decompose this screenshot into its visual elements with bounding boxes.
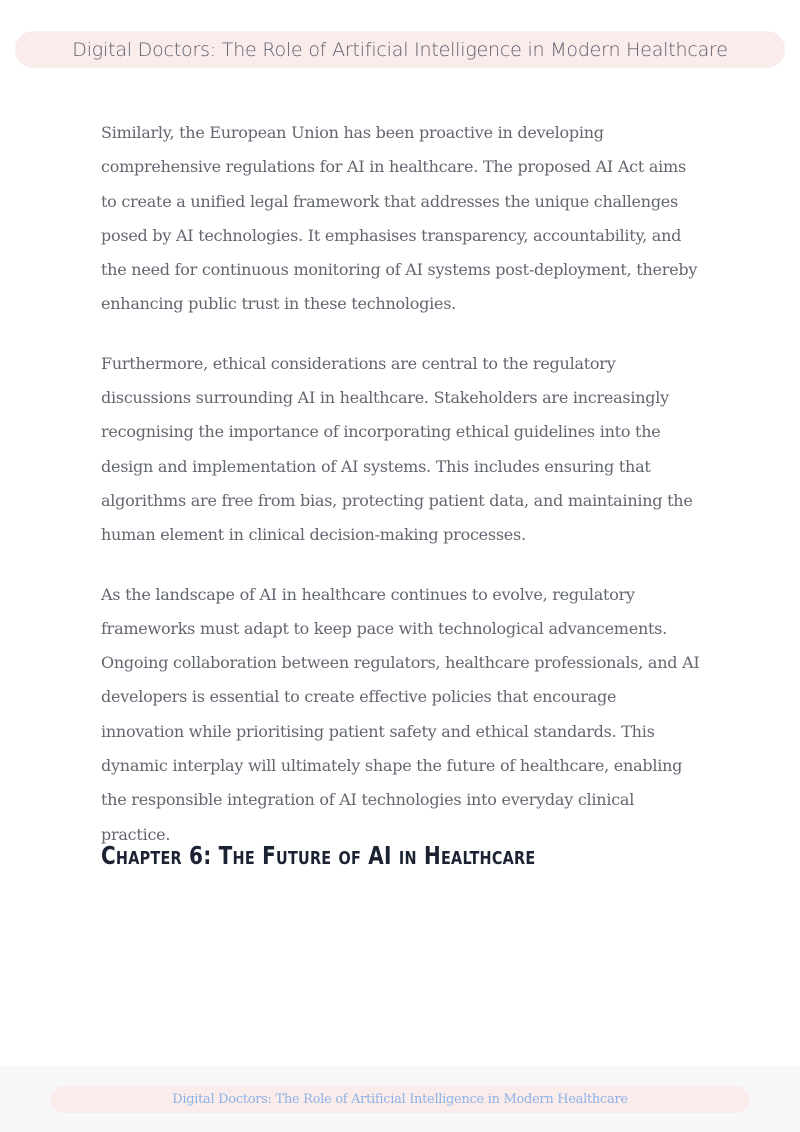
running-header: [15, 31, 785, 68]
page-footer: [0, 1066, 800, 1132]
body-paragraph: As the landscape of AI in healthcare continues to evolve, regulatory frameworks must adapt to keep pace with technological advancements. Ongoing collaboration between regulators, healthcare professionals, and AI developers is essential to create effective policies that encourage innovation while prioritising patient safety and ethical standards. This dynamic interplay will ultimately shape the future of healthcare, enabling the responsible integration of AI technologies into everyday clinical practice.: [101, 584, 700, 844]
body-paragraph: Similarly, the European Union has been proactive in developing comprehensive regulations for AI in healthcare. The proposed AI Act aims to create a unified legal framework that addresses the unique challenges posed by AI technologies. It emphasises transparency, accountability, and the need for continuous monitoring of AI systems post-deployment, thereby enhancing public trust in these technologies.: [101, 123, 698, 314]
header-title: Digital Doctors: The Role of Artificial Intelligence in Modern Healthcare: [72, 38, 728, 61]
chapter-heading: Chapter 6: The Future of AI in Healthcare: [101, 841, 536, 870]
page-body: [101, 116, 701, 877]
running-footer: [51, 1086, 749, 1113]
body-paragraph: Furthermore, ethical considerations are central to the regulatory discussions surrounding AI in healthcare. Stakeholders are increasingly recognising the importance of incorporating ethical guidelines into the design and implementation of AI systems. This includes ensuring that algorithms are free from bias, protecting patient data, and maintaining the human element in clinical decision-making processes.: [101, 353, 693, 545]
footer-title: Digital Doctors: The Role of Artificial Intelligence in Modern Healthcare: [172, 1092, 628, 1107]
